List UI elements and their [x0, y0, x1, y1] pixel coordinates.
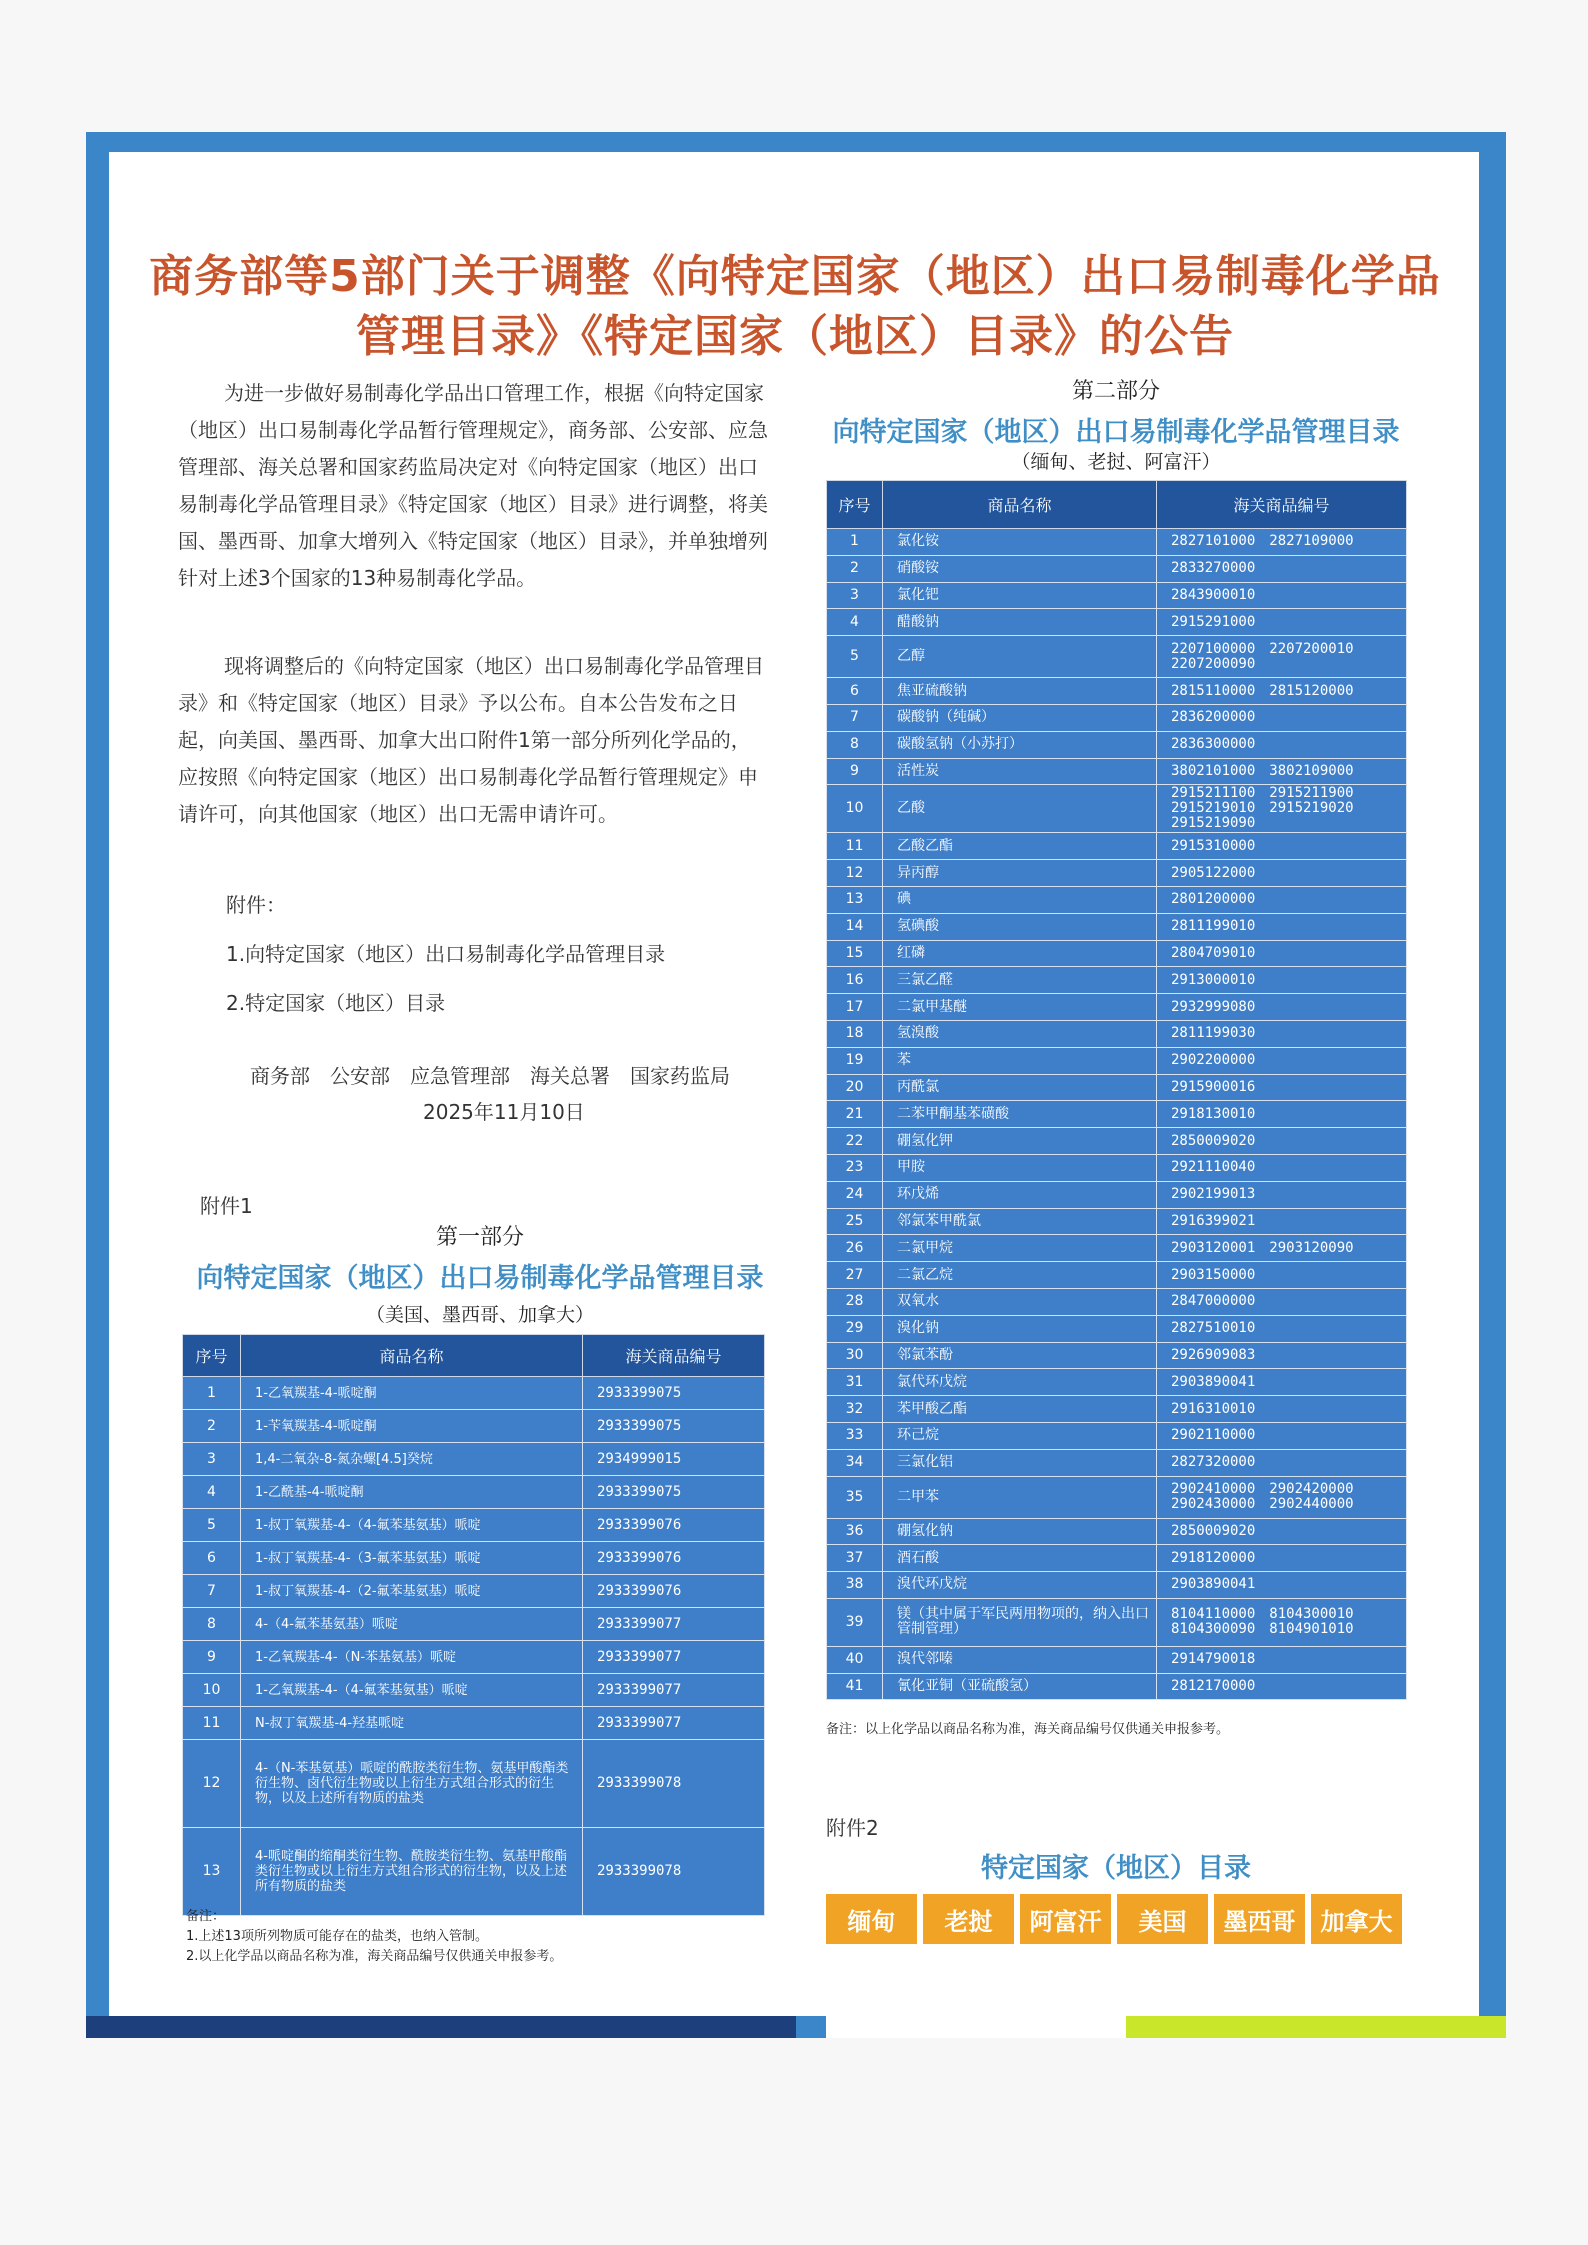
row-number: 39	[827, 1598, 883, 1646]
row-number: 3	[183, 1443, 241, 1476]
country-chip: 墨西哥	[1214, 1894, 1305, 1944]
row-number: 7	[827, 704, 883, 731]
customs-code: 2903120001 2903120090	[1157, 1235, 1407, 1262]
chemical-name: 4-（N-苯基氨基）哌啶的酰胺类衍生物、氨基甲酸酯类衍生物、卤代衍生物或以上衍生方式组合形式的衍生物，以及上述所有物质的盐类	[241, 1740, 583, 1828]
table-row	[827, 1396, 1407, 1423]
table-row	[827, 833, 1407, 860]
annex1-part1-table	[182, 1334, 765, 1916]
table-row	[183, 1443, 765, 1476]
customs-code: 2932999080	[1157, 994, 1407, 1021]
customs-code: 2933399076	[583, 1509, 765, 1542]
chemical-name: 环戊烯	[883, 1181, 1157, 1208]
table-row	[183, 1509, 765, 1542]
table-row	[183, 1476, 765, 1509]
chemical-name: 1-苄氧羰基-4-哌啶酮	[241, 1410, 583, 1443]
customs-code: 2933399075	[583, 1410, 765, 1443]
row-number: 41	[827, 1673, 883, 1700]
row-number: 11	[827, 833, 883, 860]
customs-code: 2934999015	[583, 1443, 765, 1476]
chemical-name: 氢溴酸	[883, 1020, 1157, 1047]
table-row	[827, 1208, 1407, 1235]
country-chip: 缅甸	[826, 1894, 917, 1944]
row-number: 40	[827, 1646, 883, 1673]
row-number: 11	[183, 1707, 241, 1740]
row-number: 1	[827, 529, 883, 556]
customs-code: 2836200000	[1157, 704, 1407, 731]
table-row	[183, 1542, 765, 1575]
table-row	[827, 1181, 1407, 1208]
chemical-name: 溴代环戊烷	[883, 1572, 1157, 1599]
customs-code: 2811199010	[1157, 913, 1407, 940]
chemical-name: 1-叔丁氧羰基-4-（4-氟苯基氨基）哌啶	[241, 1509, 583, 1542]
table-row	[827, 1572, 1407, 1599]
customs-code: 2933399076	[583, 1575, 765, 1608]
table-row	[827, 1315, 1407, 1342]
chemical-name: 1-乙氧羰基-4-（N-苯基氨基）哌啶	[241, 1641, 583, 1674]
customs-code: 2811199030	[1157, 1020, 1407, 1047]
column-header-code: 海关商品编号	[583, 1335, 765, 1377]
table-header-row	[827, 481, 1407, 529]
issuing-departments: 商务部 公安部 应急管理部 海关总署 国家药监局	[250, 1064, 730, 1088]
row-number: 32	[827, 1396, 883, 1423]
table-row	[183, 1740, 765, 1828]
customs-code: 2916399021	[1157, 1208, 1407, 1235]
customs-code: 2843900010	[1157, 582, 1407, 609]
row-number: 7	[183, 1575, 241, 1608]
table-row	[827, 913, 1407, 940]
chemical-name: 二氯甲烷	[883, 1235, 1157, 1262]
annex2-title: 特定国家（地区）目录	[981, 1853, 1251, 1884]
customs-code: 2903890041	[1157, 1572, 1407, 1599]
customs-code: 2902110000	[1157, 1422, 1407, 1449]
table-row	[827, 1476, 1407, 1518]
customs-code: 2916310010	[1157, 1396, 1407, 1423]
customs-code: 2827510010	[1157, 1315, 1407, 1342]
row-number: 15	[827, 940, 883, 967]
row-number: 13	[827, 886, 883, 913]
chemical-name: 邻氯苯酚	[883, 1342, 1157, 1369]
customs-code: 8104110000 8104300010 8104300090 8104901010	[1157, 1598, 1407, 1646]
row-number: 6	[827, 678, 883, 705]
annex2-label: 附件2	[826, 1816, 879, 1840]
row-number: 12	[827, 860, 883, 887]
country-chip: 美国	[1117, 1894, 1208, 1944]
table-row	[827, 704, 1407, 731]
customs-code: 2933399078	[583, 1828, 765, 1916]
annex1-part1-countries: （美国、墨西哥、加拿大）	[365, 1304, 594, 1326]
customs-code: 2933399076	[583, 1542, 765, 1575]
chemical-name: N-叔丁氧羰基-4-羟基哌啶	[241, 1707, 583, 1740]
chemical-name: 异丙醇	[883, 860, 1157, 887]
table-row	[827, 1545, 1407, 1572]
row-number: 37	[827, 1545, 883, 1572]
column-header-number: 序号	[183, 1335, 241, 1377]
row-number: 26	[827, 1235, 883, 1262]
table-row	[827, 609, 1407, 636]
chemical-name: 环己烷	[883, 1422, 1157, 1449]
annex1-part2-title: 向特定国家（地区）出口易制毒化学品管理目录	[832, 417, 1400, 448]
row-number: 5	[827, 636, 883, 678]
chemical-name: 4-哌啶酮的缩酮类衍生物、酰胺类衍生物、氨基甲酸酯类衍生物或以上衍生方式组合形式的衍生物，以及上述所有物质的盐类	[241, 1828, 583, 1916]
body-paragraph-1: 为进一步做好易制毒化学品出口管理工作，根据《向特定国家（地区）出口易制毒化学品暂行管理规定》，商务部、公安部、应急管理部、海关总署和国家药监局决定对《向特定国家（地区）出口易制毒化学品管理目录》《特定国家（地区）目录》进行调整，将美国、墨西哥、加拿大增列入《特定国家（地区）目录》，并单独增列针对上述3个国家的13种易制毒化学品。	[178, 381, 768, 590]
footer-stripe-white	[826, 2016, 1126, 2038]
row-number: 19	[827, 1047, 883, 1074]
row-number: 21	[827, 1101, 883, 1128]
row-number: 6	[183, 1542, 241, 1575]
body-paragraph-2: 现将调整后的《向特定国家（地区）出口易制毒化学品管理目录》和《特定国家（地区）目录》予以公布。自本公告发布之日起，向美国、墨西哥、加拿大出口附件1第一部分所列化学品的，应按照《向特定国家（地区）出口易制毒化学品暂行管理规定》申请许可，向其他国家（地区）出口无需申请许可。	[178, 654, 764, 826]
chemical-name: 硼氢化钠	[883, 1518, 1157, 1545]
row-number: 31	[827, 1369, 883, 1396]
row-number: 33	[827, 1422, 883, 1449]
customs-code: 2905122000	[1157, 860, 1407, 887]
chemical-name: 甲胺	[883, 1154, 1157, 1181]
row-number: 8	[827, 731, 883, 758]
row-number: 13	[183, 1828, 241, 1916]
table-row	[827, 731, 1407, 758]
table-row	[827, 582, 1407, 609]
issue-date: 2025年11月10日	[423, 1100, 585, 1124]
chemical-name: 醋酸钠	[883, 609, 1157, 636]
chemical-name: 1,4-二氧杂-8-氮杂螺[4.5]癸烷	[241, 1443, 583, 1476]
customs-code: 2850009020	[1157, 1518, 1407, 1545]
row-number: 1	[183, 1377, 241, 1410]
table-row	[827, 1288, 1407, 1315]
annex1-label: 附件1	[200, 1194, 253, 1218]
chemical-name: 氢碘酸	[883, 913, 1157, 940]
customs-code: 2933399075	[583, 1377, 765, 1410]
row-number: 5	[183, 1509, 241, 1542]
customs-code: 2915211100 2915211900 2915219010 2915219020 2915219090	[1157, 785, 1407, 833]
chemical-name: 1-乙酰基-4-哌啶酮	[241, 1476, 583, 1509]
customs-code: 3802101000 3802109000	[1157, 758, 1407, 785]
chemical-name: 氯化钯	[883, 582, 1157, 609]
column-header-name: 商品名称	[883, 481, 1157, 529]
customs-code: 2836300000	[1157, 731, 1407, 758]
table-row	[827, 1369, 1407, 1396]
customs-code: 2926909083	[1157, 1342, 1407, 1369]
column-header-number: 序号	[827, 481, 883, 529]
table-row	[827, 1154, 1407, 1181]
table-row	[827, 1128, 1407, 1155]
chemical-name: 苯甲酸乙酯	[883, 1396, 1157, 1423]
chemical-name: 溴化钠	[883, 1315, 1157, 1342]
row-number: 18	[827, 1020, 883, 1047]
customs-code: 2903890041	[1157, 1369, 1407, 1396]
table-row	[827, 1074, 1407, 1101]
row-number: 8	[183, 1608, 241, 1641]
customs-code: 2921110040	[1157, 1154, 1407, 1181]
attachment-item-2: 2.特定国家（地区）目录	[226, 991, 446, 1015]
table-row	[183, 1707, 765, 1740]
table-row	[183, 1828, 765, 1916]
table-row	[183, 1410, 765, 1443]
annex1-part1-title: 向特定国家（地区）出口易制毒化学品管理目录	[196, 1263, 764, 1294]
row-number: 34	[827, 1449, 883, 1476]
country-chip: 老挝	[923, 1894, 1014, 1944]
chemical-name: 乙酸乙酯	[883, 833, 1157, 860]
table-row	[827, 636, 1407, 678]
row-number: 4	[183, 1476, 241, 1509]
table-row	[827, 1047, 1407, 1074]
table-row	[183, 1608, 765, 1641]
row-number: 16	[827, 967, 883, 994]
chemical-name: 氰化亚铜（亚硫酸氢）	[883, 1673, 1157, 1700]
chemical-name: 4-（4-氟苯基氨基）哌啶	[241, 1608, 583, 1641]
table-row	[827, 1449, 1407, 1476]
chemical-name: 硼氢化钾	[883, 1128, 1157, 1155]
table-row	[827, 1020, 1407, 1047]
chemical-name: 1-叔丁氧羰基-4-（2-氟苯基氨基）哌啶	[241, 1575, 583, 1608]
chemical-name: 红磷	[883, 940, 1157, 967]
chemical-name: 苯	[883, 1047, 1157, 1074]
row-number: 38	[827, 1572, 883, 1599]
annex1-note-2: 2.以上化学品以商品名称为准，海关商品编号仅供通关申报参考。	[186, 1949, 563, 1964]
chemical-name: 三氯化铝	[883, 1449, 1157, 1476]
table-row	[183, 1674, 765, 1707]
customs-code: 2933399077	[583, 1641, 765, 1674]
row-number: 24	[827, 1181, 883, 1208]
chemical-name: 二氯甲基醚	[883, 994, 1157, 1021]
table-row	[827, 1598, 1407, 1646]
customs-code: 2933399077	[583, 1608, 765, 1641]
table-row	[183, 1641, 765, 1674]
row-number: 35	[827, 1476, 883, 1518]
table-row	[827, 1646, 1407, 1673]
customs-code: 2915291000	[1157, 609, 1407, 636]
specific-countries-list	[826, 1894, 1402, 1944]
customs-code: 2827320000	[1157, 1449, 1407, 1476]
chemical-name: 焦亚硫酸钠	[883, 678, 1157, 705]
footer-stripe-lime	[1126, 2016, 1506, 2038]
table-row	[183, 1377, 765, 1410]
column-header-name: 商品名称	[241, 1335, 583, 1377]
row-number: 14	[827, 913, 883, 940]
customs-code: 2933399075	[583, 1476, 765, 1509]
customs-code: 2915310000	[1157, 833, 1407, 860]
row-number: 17	[827, 994, 883, 1021]
chemical-name: 氯代环戊烷	[883, 1369, 1157, 1396]
table-row	[827, 886, 1407, 913]
table-row	[827, 1342, 1407, 1369]
table-row	[827, 1422, 1407, 1449]
customs-code: 2812170000	[1157, 1673, 1407, 1700]
chemical-name: 碳酸氢钠（小苏打）	[883, 731, 1157, 758]
row-number: 12	[183, 1740, 241, 1828]
footer-stripe-blue	[796, 2016, 826, 2038]
table-row	[827, 529, 1407, 556]
announcement-title-line1: 商务部等5部门关于调整《向特定国家（地区）出口易制毒化学品	[149, 251, 1441, 302]
chemical-name: 邻氯苯甲酰氯	[883, 1208, 1157, 1235]
customs-code: 2902410000 2902420000 2902430000 2902440000	[1157, 1476, 1407, 1518]
table-row	[827, 860, 1407, 887]
chemical-name: 1-乙氧羰基-4-（4-氟苯基氨基）哌啶	[241, 1674, 583, 1707]
row-number: 4	[827, 609, 883, 636]
chemical-name: 氯化铵	[883, 529, 1157, 556]
chemical-name: 碘	[883, 886, 1157, 913]
table-header-row	[183, 1335, 765, 1377]
customs-code: 2827101000 2827109000	[1157, 529, 1407, 556]
customs-code: 2915900016	[1157, 1074, 1407, 1101]
chemical-name: 1-乙氧羰基-4-哌啶酮	[241, 1377, 583, 1410]
chemical-name: 乙酸	[883, 785, 1157, 833]
customs-code: 2801200000	[1157, 886, 1407, 913]
table-row	[827, 994, 1407, 1021]
table-row	[827, 758, 1407, 785]
annex1-part2-note: 备注：以上化学品以商品名称为准，海关商品编号仅供通关申报参考。	[826, 1722, 1230, 1737]
row-number: 9	[183, 1641, 241, 1674]
customs-code: 2847000000	[1157, 1288, 1407, 1315]
customs-code: 2933399077	[583, 1707, 765, 1740]
row-number: 36	[827, 1518, 883, 1545]
chemical-name: 丙酰氯	[883, 1074, 1157, 1101]
chemical-name: 三氯乙醛	[883, 967, 1157, 994]
attachment-item-1: 1.向特定国家（地区）出口易制毒化学品管理目录	[226, 942, 666, 966]
chemical-name: 二苯甲酮基苯磺酸	[883, 1101, 1157, 1128]
chemical-name: 酒石酸	[883, 1545, 1157, 1572]
annex1-notes-title: 备注：	[186, 1909, 226, 1924]
chemical-name: 双氧水	[883, 1288, 1157, 1315]
annex1-part2-table	[826, 480, 1407, 1700]
row-number: 22	[827, 1128, 883, 1155]
table-row	[183, 1575, 765, 1608]
chemical-name: 二氯乙烷	[883, 1262, 1157, 1289]
table-row	[827, 1262, 1407, 1289]
row-number: 28	[827, 1288, 883, 1315]
customs-code: 2902200000	[1157, 1047, 1407, 1074]
customs-code: 2902199013	[1157, 1181, 1407, 1208]
row-number: 23	[827, 1154, 883, 1181]
chemical-name: 活性炭	[883, 758, 1157, 785]
chemical-name: 乙醇	[883, 636, 1157, 678]
table-row	[827, 678, 1407, 705]
customs-code: 2933399077	[583, 1674, 765, 1707]
annex1-part2-heading: 第二部分	[1071, 379, 1160, 404]
row-number: 25	[827, 1208, 883, 1235]
annex1-part1-heading: 第一部分	[435, 1225, 524, 1250]
country-chip: 阿富汗	[1020, 1894, 1111, 1944]
row-number: 10	[183, 1674, 241, 1707]
customs-code: 2913000010	[1157, 967, 1407, 994]
row-number: 29	[827, 1315, 883, 1342]
table-row	[827, 1235, 1407, 1262]
footer-stripe-dark	[86, 2016, 796, 2038]
customs-code: 2918130010	[1157, 1101, 1407, 1128]
customs-code: 2207100000 2207200010 2207200090	[1157, 636, 1407, 678]
chemical-name: 硝酸铵	[883, 555, 1157, 582]
customs-code: 2903150000	[1157, 1262, 1407, 1289]
row-number: 9	[827, 758, 883, 785]
customs-code: 2833270000	[1157, 555, 1407, 582]
row-number: 20	[827, 1074, 883, 1101]
row-number: 30	[827, 1342, 883, 1369]
chemical-name: 1-叔丁氧羰基-4-（3-氟苯基氨基）哌啶	[241, 1542, 583, 1575]
table-row	[827, 1673, 1407, 1700]
row-number: 3	[827, 582, 883, 609]
customs-code: 2918120000	[1157, 1545, 1407, 1572]
table-row	[827, 1518, 1407, 1545]
customs-code: 2850009020	[1157, 1128, 1407, 1155]
customs-code: 2933399078	[583, 1740, 765, 1828]
chemical-name: 碳酸钠（纯碱）	[883, 704, 1157, 731]
customs-code: 2815110000 2815120000	[1157, 678, 1407, 705]
table-row	[827, 555, 1407, 582]
row-number: 2	[183, 1410, 241, 1443]
annex1-note-1: 1.上述13项所列物质可能存在的盐类，也纳入管制。	[186, 1929, 488, 1944]
customs-code: 2914790018	[1157, 1646, 1407, 1673]
row-number: 2	[827, 555, 883, 582]
table-row	[827, 785, 1407, 833]
annex1-part2-countries: （缅甸、老挝、阿富汗）	[1011, 451, 1221, 473]
attachments-label: 附件：	[226, 893, 286, 917]
chemical-name: 二甲苯	[883, 1476, 1157, 1518]
row-number: 27	[827, 1262, 883, 1289]
row-number: 10	[827, 785, 883, 833]
customs-code: 2804709010	[1157, 940, 1407, 967]
chemical-name: 镁（其中属于军民两用物项的，纳入出口管制管理）	[883, 1598, 1157, 1646]
announcement-title-line2: 管理目录》《特定国家（地区）目录》的公告	[356, 311, 1234, 362]
table-row	[827, 1101, 1407, 1128]
table-row	[827, 967, 1407, 994]
country-chip: 加拿大	[1311, 1894, 1402, 1944]
table-row	[827, 940, 1407, 967]
column-header-code: 海关商品编号	[1157, 481, 1407, 529]
chemical-name: 溴代邻嗪	[883, 1646, 1157, 1673]
